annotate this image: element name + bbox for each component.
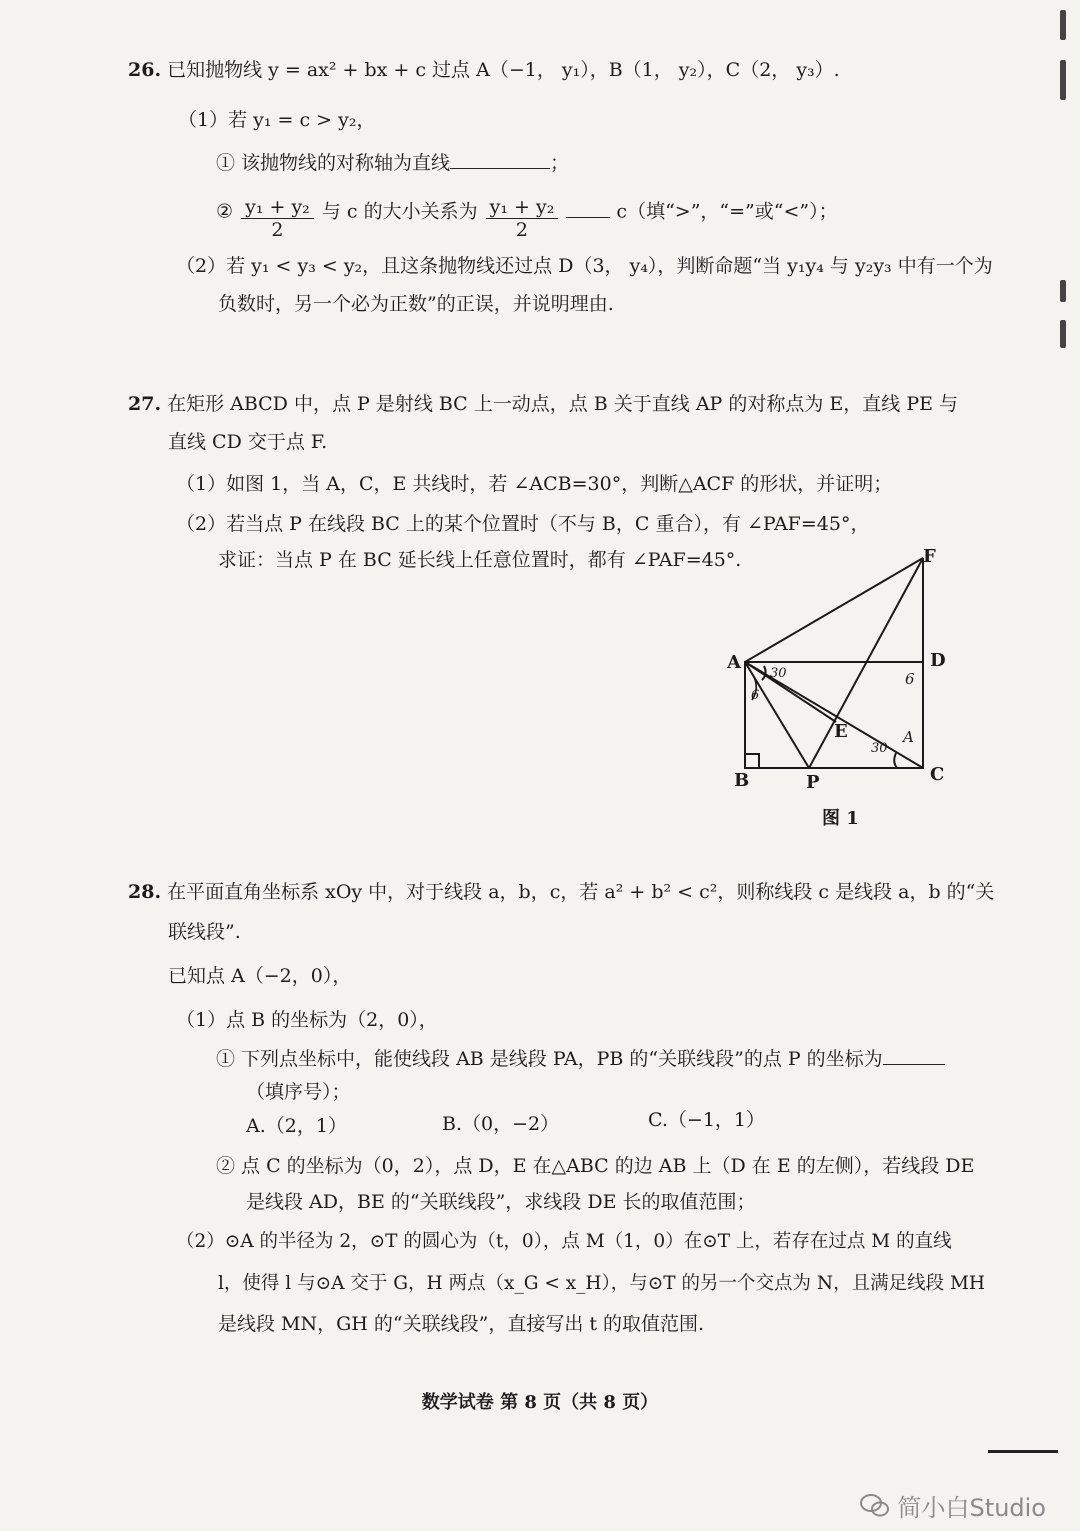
q27-stem-text: 在矩形 ABCD 中，点 P 是射线 BC 上一动点，点 B 关于直线 AP 的对称点为 E，直线 PE 与 [167, 393, 959, 415]
q26-stem-text: 已知抛物线 y = ax² + bx + c 过点 A（−1， y₁），B（1， y₂），C（2， y₃）. [167, 59, 840, 81]
right-angle-mark [745, 754, 759, 768]
label-b: B [734, 770, 750, 791]
q27-part2-line2: 求证：当点 P 在 BC 延长线上任意位置时，都有 ∠PAF=45°. [218, 549, 742, 571]
q28-stem-line2: 联线段”. [168, 921, 241, 943]
label-d: D [930, 650, 946, 671]
segment-af [745, 558, 923, 662]
handwritten-6: 6 [751, 688, 760, 703]
fraction-numerator: y₁ + y₂ [486, 196, 559, 219]
handwritten-a: A [903, 728, 914, 746]
q27-part2-line1: （2）若当点 P 在线段 BC 上的某个位置时（不与 B，C 重合），有 ∠PAF=45°， [176, 513, 870, 535]
answer-blank [883, 1046, 945, 1065]
watermark-text: 简小白Studio [897, 1494, 1046, 1522]
q27-number: 27. [128, 393, 162, 415]
handwritten-6: 6 [905, 670, 915, 688]
fraction-numerator: y₁ + y₂ [241, 196, 314, 219]
q28-part1: （1）点 B 的坐标为（2，0）， [176, 1009, 438, 1031]
scan-mark [1060, 280, 1066, 302]
wechat-icon [860, 1493, 890, 1519]
scan-line [988, 1450, 1058, 1453]
option-c: C.（−1，1） [648, 1109, 765, 1131]
q26-part2-line1: （2）若 y₁ < y₃ < y₂，且这条抛物线还过点 D（3， y₄），判断命题“当 y₁y₄ 与 y₂y₃ 中有一个为 [176, 255, 993, 277]
label-p: P [806, 772, 820, 793]
q28-p1-1-hint: （填序号）； [246, 1081, 351, 1103]
q26-p1-2-post: c（填“>”，“=”或“<”）； [616, 200, 838, 223]
fraction-denominator: 2 [271, 219, 284, 241]
figure-caption: 图 1 [822, 808, 859, 829]
q28-part1-sub2-line2: 是线段 AD，BE 的“关联线段”，求线段 DE 长的取值范围； [246, 1191, 756, 1213]
q26-part2-line2: 负数时，另一个必为正数”的正误，并说明理由. [218, 293, 614, 315]
angle-note-a: 30 [770, 666, 787, 681]
q28-stem-line1 [128, 880, 994, 904]
q28-part1-sub2-line1: ② 点 C 的坐标为（0，2），点 D，E 在△ABC 的边 AB 上（D 在 E 的左侧），若线段 DE [216, 1155, 975, 1177]
option-a: A.（2，1） [246, 1115, 347, 1137]
q28-given: 已知点 A（−2，0）， [168, 965, 352, 987]
scan-mark [1060, 320, 1066, 348]
q28-p1-1-text: ① 下列点坐标中，能使线段 AB 是线段 PA，PB 的“关联线段”的点 P 的坐标为 [216, 1048, 883, 1070]
q27-stem-line2: 直线 CD 交于点 F. [168, 431, 328, 453]
angle-note-c: 30 [871, 741, 888, 756]
label-f: F [923, 546, 936, 567]
option-b: B.（0，−2） [442, 1113, 560, 1135]
q28-part2-line3: 是线段 MN，GH 的“关联线段”，直接写出 t 的取值范围. [218, 1313, 705, 1335]
q26-p1-1-text: ① 该抛物线的对称轴为直线 [216, 152, 451, 174]
q26-p1-2-mid: 与 c 的大小关系为 [321, 200, 478, 223]
label-c: C [930, 764, 945, 785]
angle-arc-c [894, 753, 897, 768]
q26-part1: （1）若 y₁ = c > y₂， [178, 109, 376, 131]
scan-mark [1060, 60, 1066, 100]
q27-part1: （1）如图 1，当 A，C，E 共线时，若 ∠ACB=30°，判断△ACF 的形状，并证明； [176, 473, 893, 495]
q28-part2-line2: l，使得 l 与⊙A 交于 G，H 两点（x_G < x_H），与⊙T 的另一个交点为 N，且满足线段 MH [218, 1273, 986, 1294]
q26-p1-1-post: ； [550, 152, 570, 174]
q26-number: 26. [128, 59, 162, 81]
fraction-denominator: 2 [515, 219, 529, 241]
circle-number: ② [216, 200, 234, 223]
page-footer: 数学试卷 第 8 页（共 8 页） [421, 1392, 659, 1413]
label-e: E [834, 721, 848, 742]
scan-mark [1060, 10, 1066, 40]
watermark [860, 1488, 1046, 1523]
q28-number: 28. [128, 881, 162, 903]
label-a: A [727, 652, 741, 673]
q28-stem-text: 在平面直角坐标系 xOy 中，对于线段 a，b，c，若 a² + b² < c²，则称线段 c 是线段 a，b 的“关 [167, 881, 995, 903]
q28-part2-line1: （2）⊙A 的半径为 2，⊙T 的圆心为（t，0），点 M（1，0）在⊙T 上，若存在过点 M 的直线 [176, 1231, 952, 1252]
q28-part1-sub1 [216, 1046, 945, 1071]
